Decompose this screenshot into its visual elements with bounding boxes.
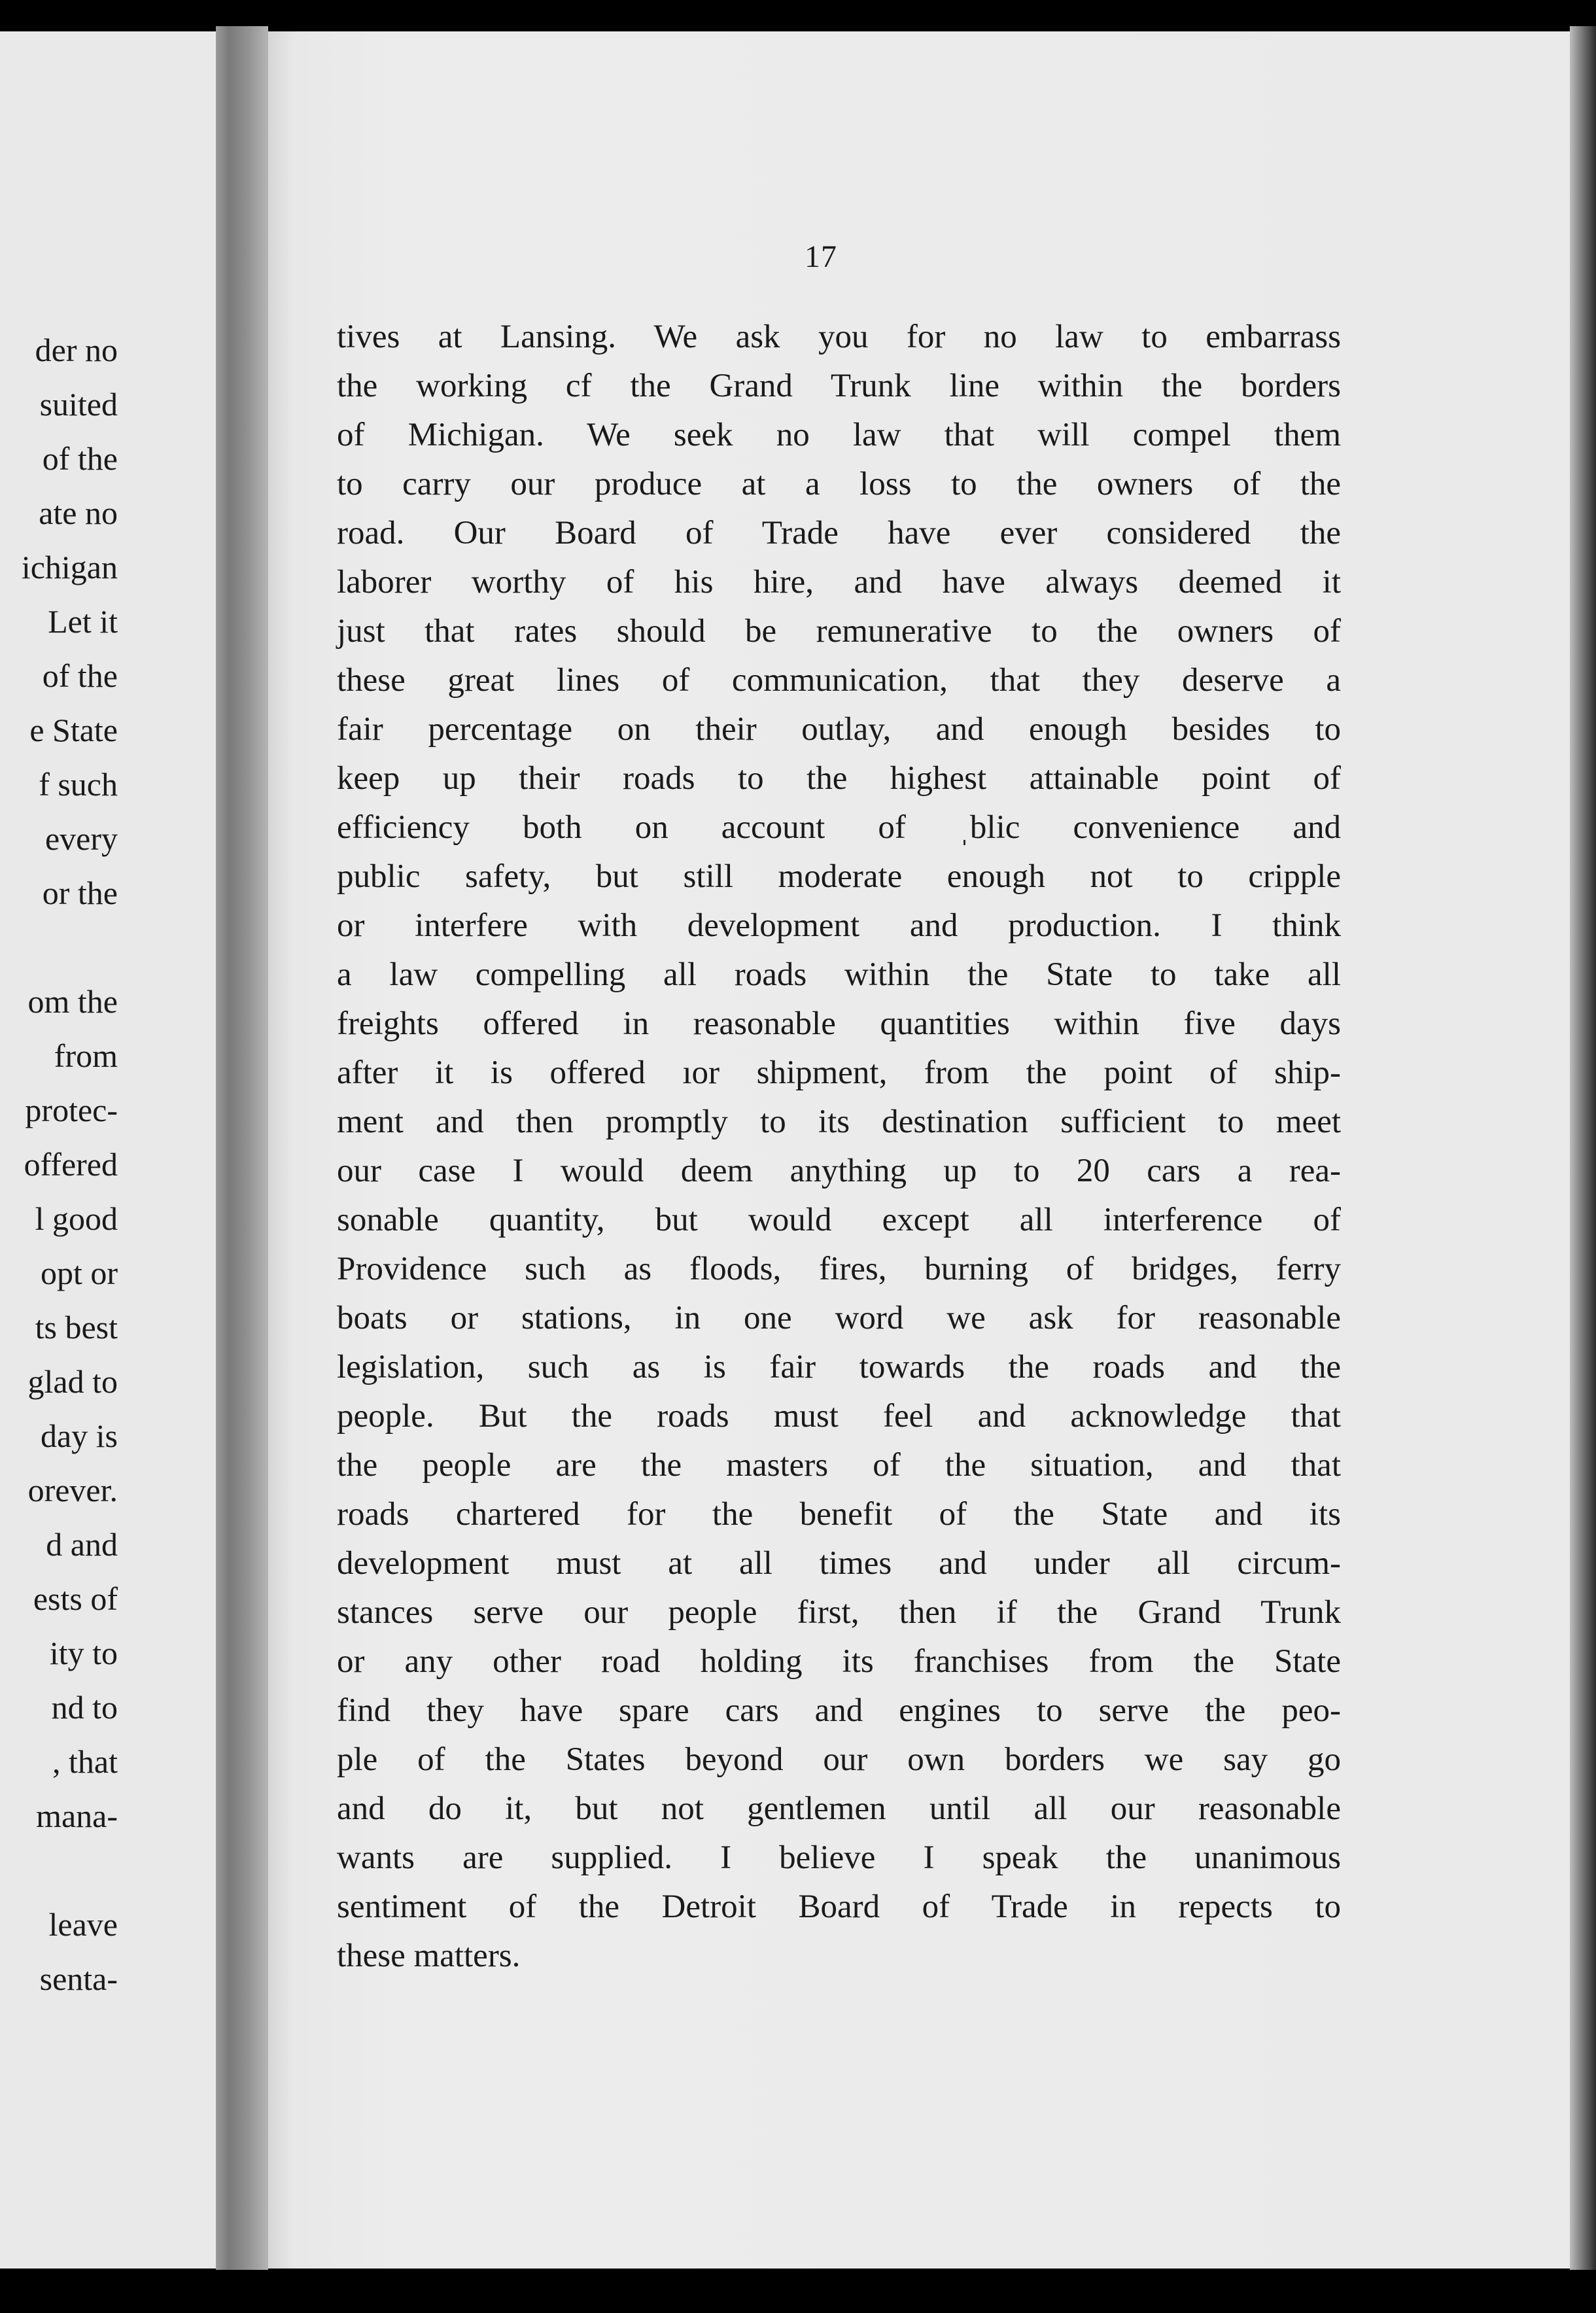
facing-page bbox=[0, 31, 216, 2269]
text-line: ple of the States beyond our own borders we say go bbox=[337, 1741, 1341, 1778]
text-line: these great lines of communication, that they deserve a bbox=[337, 662, 1341, 699]
facing-page-line: ts best bbox=[35, 1309, 118, 1346]
text-line: of Michigan. We seek no law that will compel them bbox=[337, 417, 1341, 453]
facing-page-line: opt or bbox=[40, 1255, 118, 1291]
text-line: laborer worthy of his hire, and have always deemed it bbox=[337, 564, 1341, 600]
page-number: 17 bbox=[805, 239, 837, 274]
text-line: keep up their roads to the highest attainable point of bbox=[337, 760, 1341, 797]
text-line: Providence such as floods, fires, burning of bridges, ferry bbox=[337, 1251, 1341, 1287]
facing-page-line: , that bbox=[52, 1743, 118, 1780]
facing-page-line: day is bbox=[40, 1417, 118, 1454]
text-line: or any other road holding its franchises from the State bbox=[337, 1643, 1341, 1680]
text-line: find they have spare cars and engines to serve the peo- bbox=[337, 1692, 1341, 1729]
facing-page-line: ichigan bbox=[21, 549, 118, 585]
facing-page-line: orever. bbox=[27, 1472, 118, 1508]
facing-page-line: from bbox=[54, 1037, 118, 1074]
text-line: legislation, such as is fair towards the roads and the bbox=[337, 1349, 1341, 1385]
facing-page-line: protec- bbox=[25, 1092, 118, 1128]
text-line: public safety, but still moderate enough not to cripple bbox=[337, 858, 1341, 895]
facing-page-line: mana- bbox=[36, 1798, 118, 1834]
page-edge-shadow bbox=[1570, 26, 1596, 2270]
facing-page-line: of the bbox=[42, 440, 118, 477]
text-line: freights offered in reasonable quantities within five days bbox=[337, 1005, 1341, 1042]
text-line: roads chartered for the benefit of the State and its bbox=[337, 1496, 1341, 1533]
text-line: boats or stations, in one word we ask for reasonable bbox=[337, 1300, 1341, 1336]
facing-page-line: ests of bbox=[33, 1580, 118, 1617]
facing-page-line: ate no bbox=[39, 495, 118, 531]
text-line: the people are the masters of the situation, and that bbox=[337, 1447, 1341, 1484]
facing-page-line: l good bbox=[35, 1200, 118, 1237]
facing-page-line: d and bbox=[46, 1526, 118, 1563]
facing-page-line: senta- bbox=[39, 1960, 118, 1997]
text-line: efficiency both on account of ˌblic convenience and bbox=[337, 809, 1341, 846]
text-line: tives at Lansing. We ask you for no law to embarrass bbox=[337, 319, 1341, 355]
page bbox=[268, 31, 1570, 2269]
facing-page-line: f such bbox=[39, 766, 118, 803]
facing-page-line: ity to bbox=[49, 1635, 118, 1671]
facing-page-line: every bbox=[44, 820, 118, 857]
text-line: our case I would deem anything up to 20 cars a rea- bbox=[337, 1153, 1341, 1189]
text-line: sonable quantity, but would except all interference of bbox=[337, 1202, 1341, 1238]
facing-page-line: leave bbox=[48, 1906, 118, 1943]
facing-page-line: suited bbox=[39, 386, 118, 423]
text-line: people. But the roads must feel and acknowledge that bbox=[337, 1398, 1341, 1435]
text-line: sentiment of the Detroit Board of Trade in repects to bbox=[337, 1888, 1341, 1925]
text-line: ment and then promptly to its destination sufficient to meet bbox=[337, 1104, 1341, 1140]
facing-page-line: or the bbox=[42, 875, 118, 911]
text-line: and do it, but not gentlemen until all our reasonable bbox=[337, 1790, 1341, 1827]
facing-page-line: offered bbox=[24, 1146, 118, 1183]
text-line: fair percentage on their outlay, and enough besides to bbox=[337, 711, 1341, 748]
facing-page-line: der no bbox=[35, 332, 118, 368]
facing-page-line: nd to bbox=[51, 1689, 118, 1726]
text-line: to carry our produce at a loss to the owners of the bbox=[337, 466, 1341, 502]
text-line: just that rates should be remunerative to the owners of bbox=[337, 613, 1341, 650]
text-line: a law compelling all roads within the State to take all bbox=[337, 956, 1341, 993]
text-line: after it is offered ıor shipment, from the point of ship- bbox=[337, 1054, 1341, 1091]
text-line: these matters. bbox=[337, 1938, 521, 1974]
facing-page-line: om the bbox=[27, 983, 118, 1020]
text-line: development must at all times and under all circum- bbox=[337, 1545, 1341, 1582]
text-line: wants are supplied. I believe I speak the unanimous bbox=[337, 1839, 1341, 1876]
book-gutter bbox=[216, 26, 268, 2270]
facing-page-line: glad to bbox=[27, 1363, 118, 1400]
text-line: road. Our Board of Trade have ever considered the bbox=[337, 515, 1341, 551]
text-line: stances serve our people first, then if the Grand Trunk bbox=[337, 1594, 1341, 1631]
text-line: or interfere with development and production. I think bbox=[337, 907, 1341, 944]
facing-page-line: of the bbox=[42, 657, 118, 694]
facing-page-line: Let it bbox=[48, 603, 118, 640]
facing-page-line: e State bbox=[29, 712, 118, 748]
text-line: the working cf the Grand Trunk line within the borders bbox=[337, 368, 1341, 404]
